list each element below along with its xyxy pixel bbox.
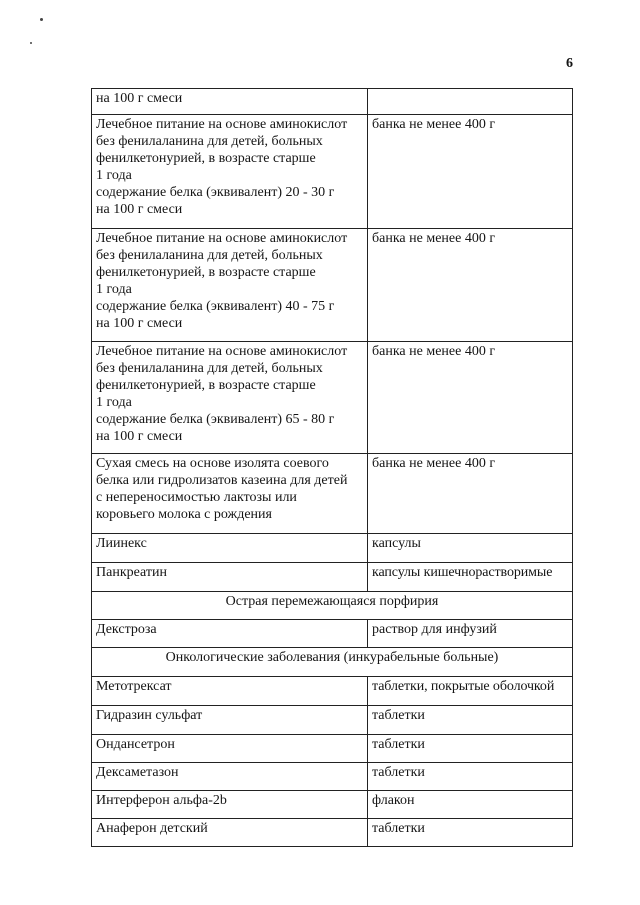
table-row [92,677,573,706]
page-number: 6 [566,56,573,71]
product-name-cell: Панкреатин [92,563,368,592]
table-row [92,563,573,592]
product-name-cell: Сухая смесь на основе изолята соевого белка или гидролизатов казеина для детей с непереносимостью лактозы или коровьего молока с рождения [92,454,368,534]
product-name-cell: Ондансетрон [92,735,368,763]
dosage-form-cell: таблетки [368,819,573,847]
dosage-form-cell: таблетки [368,763,573,791]
product-name-cell: Лиинекс [92,534,368,563]
dosage-form-cell: таблетки [368,706,573,735]
table-row [92,229,573,342]
dosage-form-cell: банка не менее 400 г [368,229,573,342]
product-name-cell: Декстроза [92,620,368,648]
product-name-cell: Интерферон альфа-2b [92,791,368,819]
product-name-cell: Метотрексат [92,677,368,706]
product-name-cell: Лечебное питание на основе аминокислот без фенилаланина для детей, больных фенилкетонурией, в возрасте старше 1 года содержание белка (эквивалент) 65 - 80 г на 100 г смеси [92,342,368,454]
dosage-form-cell: таблетки, покрытые оболочкой [368,677,573,706]
dosage-form-cell: банка не менее 400 г [368,115,573,229]
product-name-cell: Лечебное питание на основе аминокислот без фенилаланина для детей, больных фенилкетонурией, в возрасте старше 1 года содержание белка (эквивалент) 40 - 75 г на 100 г смеси [92,229,368,342]
table-row [92,763,573,791]
table-row [92,620,573,648]
table-row [92,342,573,454]
product-name-cell: Анаферон детский [92,819,368,847]
dosage-form-cell: банка не менее 400 г [368,454,573,534]
dosage-form-cell: банка не менее 400 г [368,342,573,454]
section-header-row [92,592,573,620]
dosage-form-cell: капсулы [368,534,573,563]
medication-table [91,88,573,847]
scan-speck [30,42,32,44]
section-header-row [92,648,573,677]
product-name-cell: на 100 г смеси [92,89,368,115]
product-name-cell: Дексаметазон [92,763,368,791]
dosage-form-cell: капсулы кишечнорастворимые [368,563,573,592]
scan-speck [40,18,43,21]
table-row [92,819,573,847]
section-title: Онкологические заболевания (инкурабельные больные) [92,648,573,677]
product-name-cell: Гидразин сульфат [92,706,368,735]
table-row [92,89,573,115]
table-row [92,454,573,534]
table-row [92,791,573,819]
section-title: Острая перемежающаяся порфирия [92,592,573,620]
product-name-cell: Лечебное питание на основе аминокислот без фенилаланина для детей, больных фенилкетонурией, в возрасте старше 1 года содержание белка (эквивалент) 20 - 30 г на 100 г смеси [92,115,368,229]
table-row [92,115,573,229]
dosage-form-cell [368,89,573,115]
dosage-form-cell: таблетки [368,735,573,763]
dosage-form-cell: раствор для инфузий [368,620,573,648]
table-row [92,706,573,735]
dosage-form-cell: флакон [368,791,573,819]
table-row [92,534,573,563]
table-row [92,735,573,763]
